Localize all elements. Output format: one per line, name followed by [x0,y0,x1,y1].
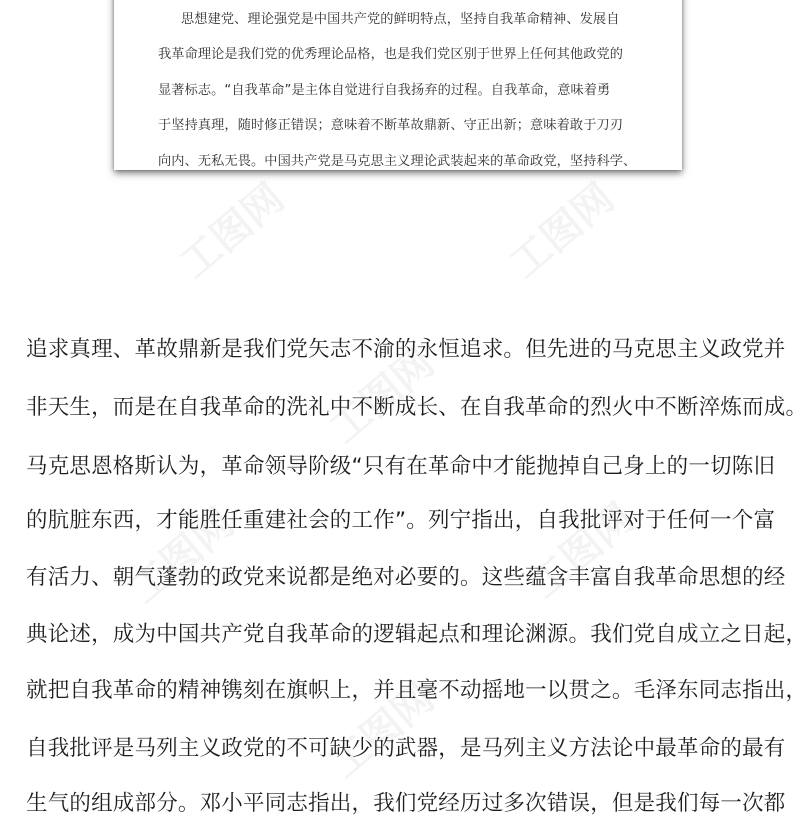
card-text-line: 于坚持真理，随时修正错误；意味着不断革故鼎新、守正出新；意味着敢于刀刃 [158,118,624,133]
body-text-line: 有活力、朝气蓬勃的政党来说都是绝对必要的。这些蕴含丰富自我革命思想的经 [26,565,786,590]
body-text-line: 就把自我革命的精神镌刻在旗帜上，并且毫不动摇地一以贯之。毛泽东同志指出， [26,678,807,703]
card-text-line: 向内、无私无畏。中国共产党是马克思主义理论武装起来的革命政党，坚持科学、 [158,154,637,169]
watermark: 工图网 [121,499,243,613]
paper-card [114,0,682,170]
watermark: 工图网 [321,339,443,453]
card-text-line: 显著标志。“自我革命”是主体自觉进行自我扬弃的过程。自我革命，意味着勇 [158,83,611,98]
body-text-line: 马克思恩格斯认为，革命领导阶级“只有在革命中才能抛掉自己身上的一切陈旧 [26,454,776,479]
watermark: 工图网 [171,174,293,288]
card-text-line: 思想建党、理论强党是中国共产党的鲜明特点，坚持自我革命精神、发展自 [181,12,620,27]
body-text-line: 追求真理、革故鼎新是我们党矢志不渝的永恒追求。但先进的马克思主义政党并 [26,337,786,362]
body-text-line: 典论述，成为中国共产党自我革命的逻辑起点和理论渊源。我们党自成立之日起， [26,622,807,647]
watermark: 工图网 [321,674,443,788]
card-text-line: 我革命理论是我们党的优秀理论品格，也是我们党区别于世界上任何其他政党的 [158,47,624,62]
watermark: 工图网 [501,174,623,288]
body-text-line: 生气的组成部分。邓小平同志指出，我们党经历过多次错误，但是我们每一次都 [26,791,786,816]
body-text-line: 的肮脏东西，才能胜任重建社会的工作”。列宁指出，自我批评对于任何一个富 [26,508,776,533]
watermark: 工图网 [521,494,643,608]
body-text-line: 自我批评是马列主义政党的不可缺少的武器，是马列主义方法论中最革命的最有 [26,736,786,761]
body-text-line: 非天生，而是在自我革命的洗礼中不断成长、在自我革命的烈火中不断淬炼而成。 [26,395,807,420]
